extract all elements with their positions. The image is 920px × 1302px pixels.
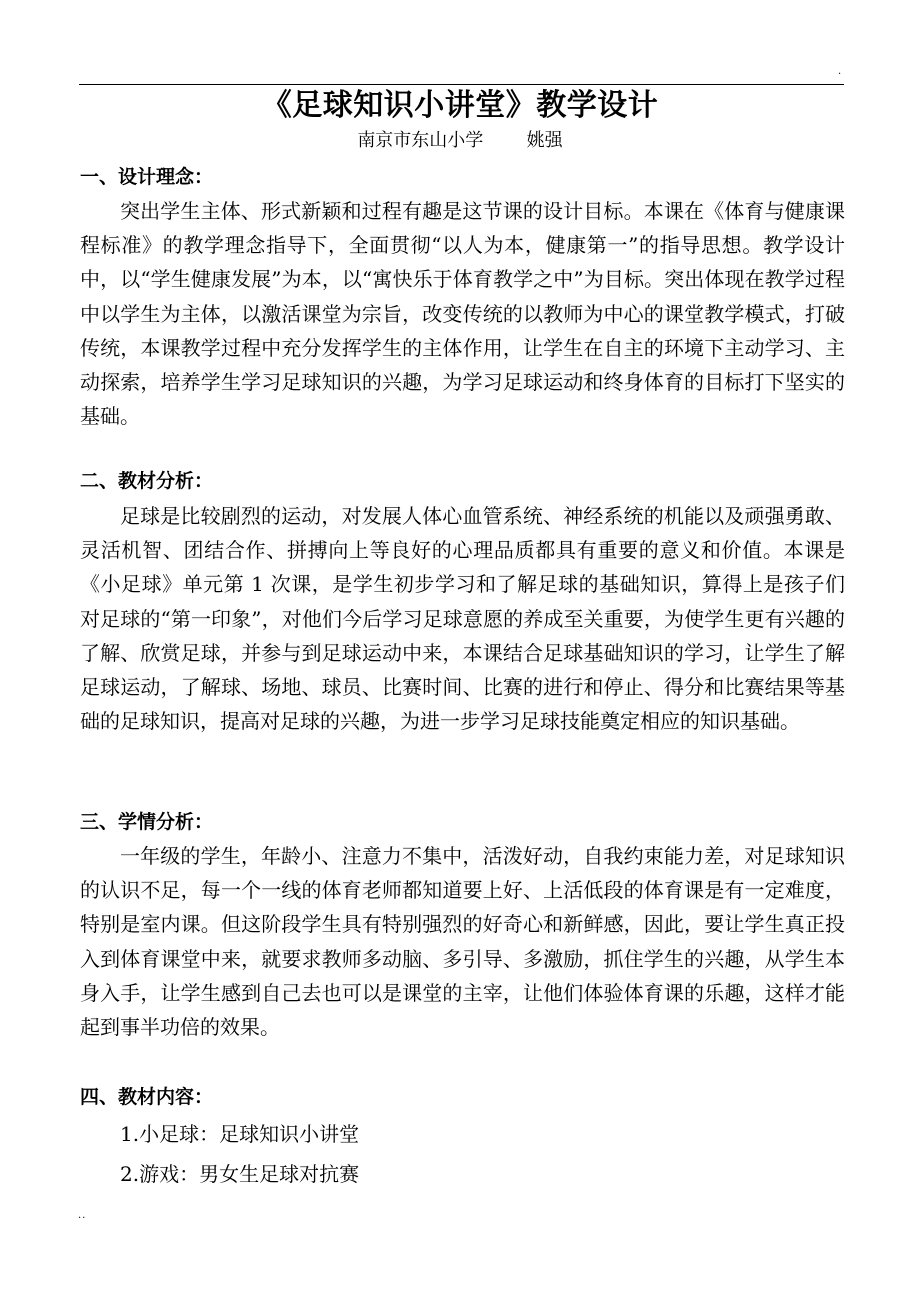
list-item: 1.小足球：足球知识小讲堂 xyxy=(120,1122,360,1146)
section-heading-material-analysis: 二、教材分析： xyxy=(80,470,214,492)
list-item: 2.游戏：男女生足球对抗赛 xyxy=(120,1162,360,1186)
footer-corner-mark: .. xyxy=(78,1210,87,1221)
section-paragraph-learner-analysis: 一年级的学生，年龄小、注意力不集中，活泼好动，自我约束能力差，对足球知识的认识不足，每一个一线的体育老师都知道要上好、上活低段的体育课是有一定难度，特别是室内课。但这阶段学生具有特别强烈的好奇心和新鲜感，因此，要让学生真正投入到体育课堂中来，就要求教师多动脑、多引导、多激励，抓住学生的兴趣，从学生本身入手，让学生感到自己去也可以是课堂的主宰，让他们体验体育课的乐趣，这样才能起到事半功倍的效果。 xyxy=(80,844,845,1040)
section-paragraph-design-concept: 突出学生主体、形式新颖和过程有趣是这节课的设计目标。本课在《体育与健康课程标准》的教学理念指导下，全面贯彻“以人为本，健康第一”的指导思想。教学设计中，以“学生健康发展”为本，以“寓快乐于体育教学之中”为目标。突出体现在教学过程中以学生为主体，以激活课堂为宗旨，改变传统的以教师为中心的课堂教学模式，打破传统，本课教学过程中充分发挥学生的主体作用，让学生在自主的环境下主动学习、主动探索，培养学生学习足球知识的兴趣，为学习足球运动和终身体育的目标打下坚实的基础。 xyxy=(80,199,845,429)
author-line: 南京市东山小学 姚强 xyxy=(357,130,563,151)
document-title: 《足球知识小讲堂》教学设计 xyxy=(261,88,659,123)
section-heading-material-content: 四、教材内容： xyxy=(80,1086,214,1108)
header-corner-mark: . xyxy=(838,66,842,77)
section-paragraph-material-analysis: 足球是比较剧烈的运动，对发展人体心血管系统、神经系统的机能以及顽强勇敢、灵活机智、团结合作、拼搏向上等良好的心理品质都具有重要的意义和价值。本课是《小足球》单元第 1 次课，是学生初步学习和了解足球的基础知识，算得上是孩子们对足球的“第一印象”，对他们今后学习足球意愿的养成至关重要，为使学生更有兴趣的了解、欣赏足球，并参与到足球运动中来，本课结合足球基础知识的学习，让学生了解足球运动，了解球、场地、球员、比赛时间、比赛的进行和停止、得分和比赛结果等基础的足球知识，提高对足球的兴趣，为进一步学习足球技能奠定相应的知识基础。 xyxy=(80,504,845,734)
section-heading-design-concept: 一、设计理念： xyxy=(80,166,214,188)
header-rule xyxy=(79,84,844,85)
section-heading-learner-analysis: 三、学情分析： xyxy=(80,811,214,833)
